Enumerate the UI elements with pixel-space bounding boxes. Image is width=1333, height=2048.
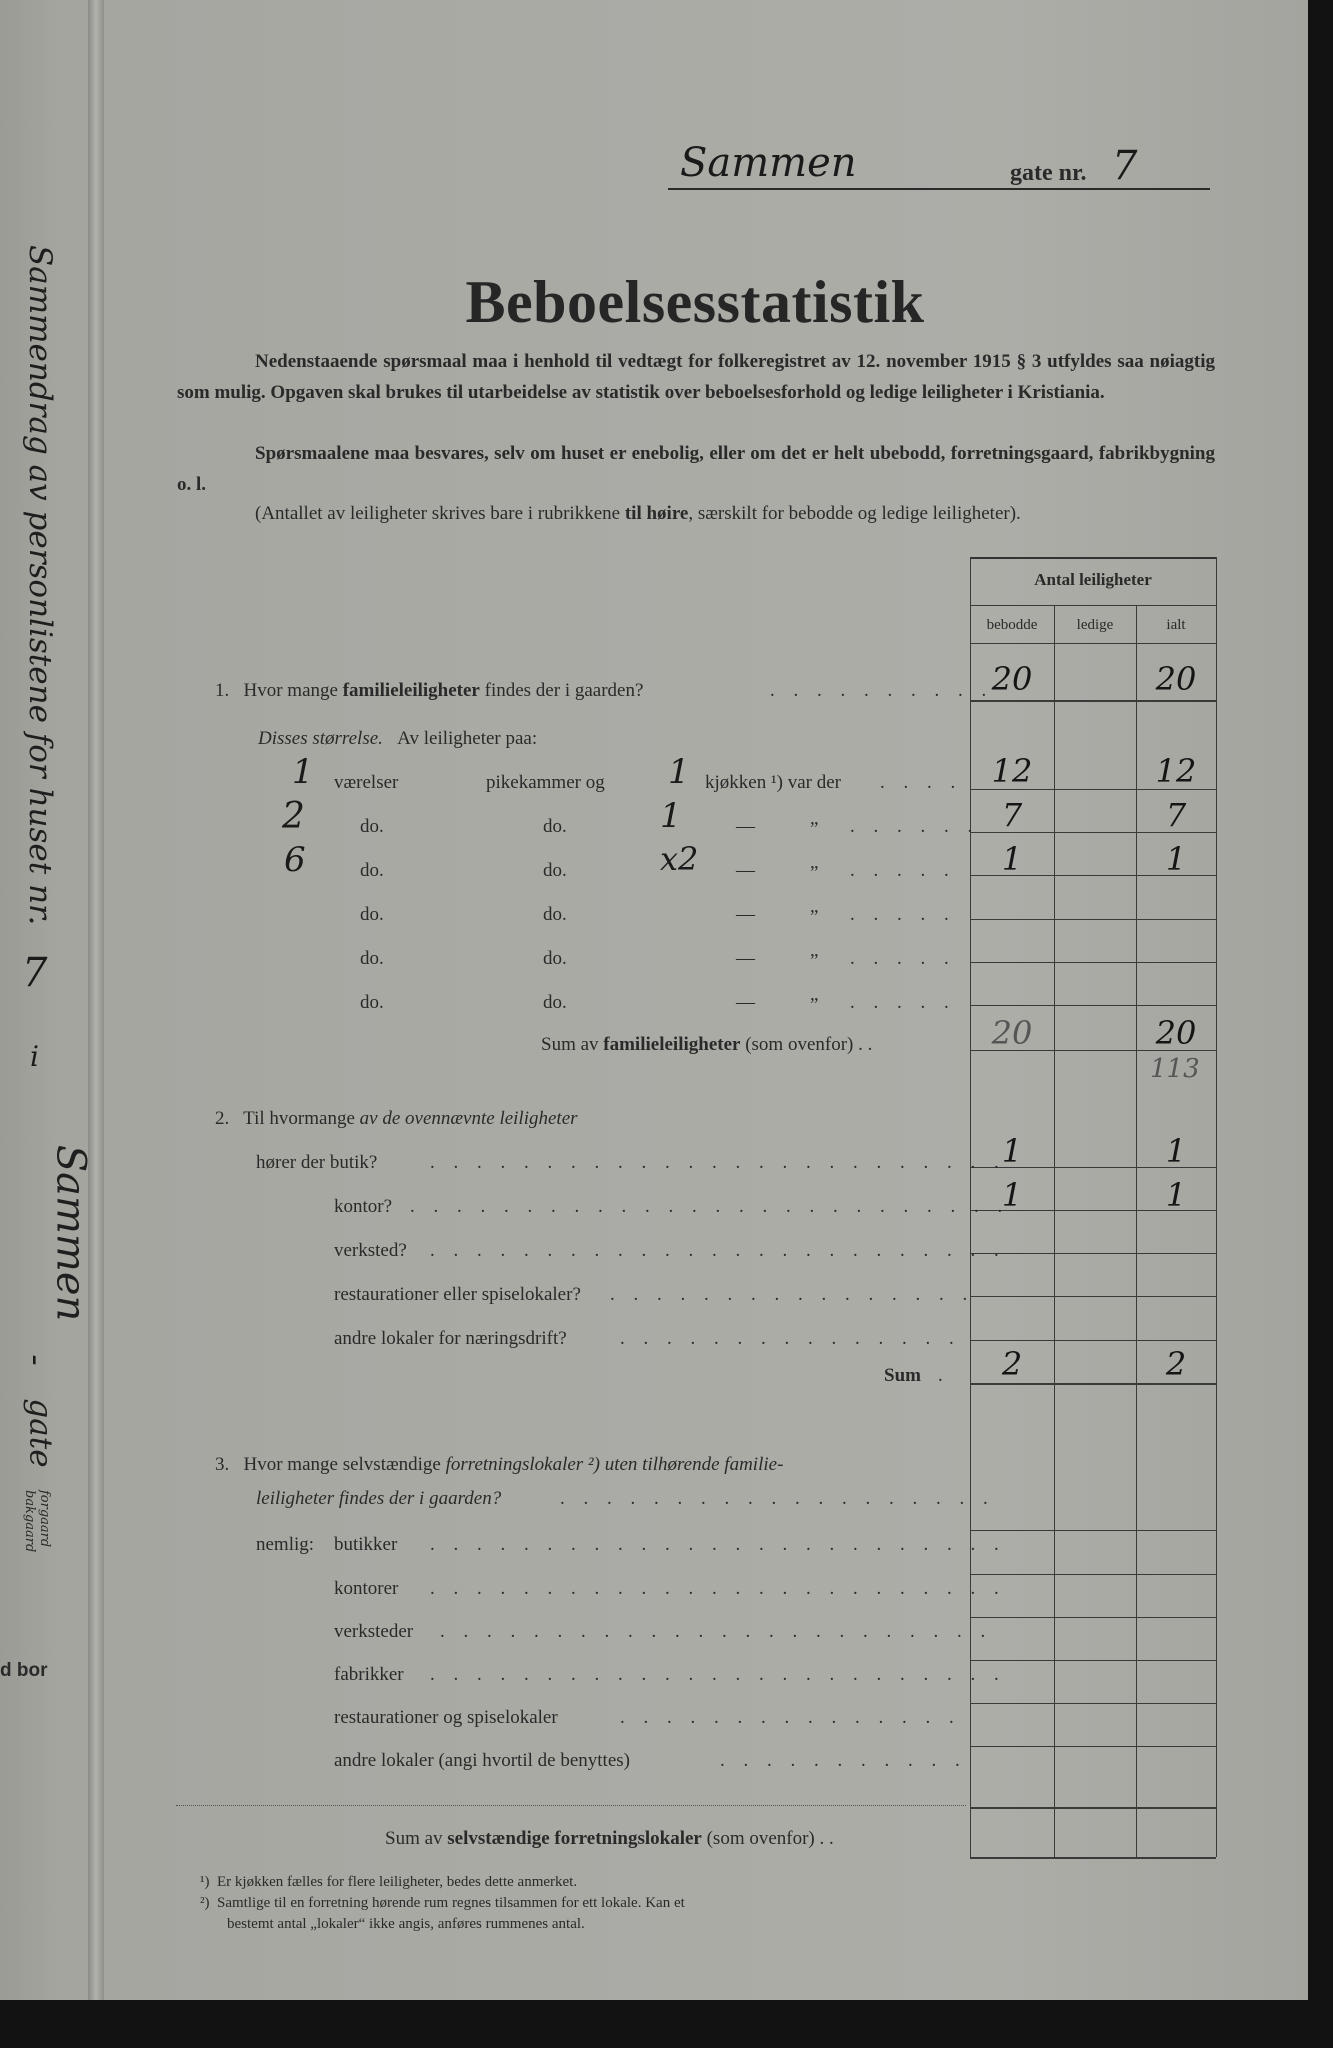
footnote-1: ¹) Er kjøkken fælles for flere leiligheter, bedes dette anmerket. [200, 1874, 578, 1890]
col-vaerelser: værelser [334, 772, 399, 793]
q1-ialt: 20 [1155, 660, 1197, 698]
size-row-3-rooms: 6 [284, 840, 306, 880]
q3-text-2: leiligheter findes der i gaarden? [256, 1488, 502, 1509]
q2-item-1: hører der butik? [256, 1152, 378, 1173]
q2-item-2-bebodde: 1 [1001, 1176, 1023, 1214]
q1-text: 1. Hvor mange familieleiligheter findes der i gaarden? [215, 680, 644, 701]
col-header-ialt: ialt [1166, 617, 1186, 633]
table-top-border [970, 557, 1216, 559]
col-header-ledige: ledige [1076, 617, 1114, 633]
gate-label: gate nr. [1010, 160, 1087, 186]
q1-bebodde: 20 [991, 660, 1033, 698]
size-row-3-ialt: 1 [1165, 840, 1187, 878]
q3-item-6: andre lokaler (angi hvortil de benyttes) [334, 1750, 630, 1771]
table-col-divider-2 [1136, 605, 1137, 1857]
page-title: Beboelsesstatistik [465, 269, 925, 335]
q2-text: 2. Til hvormange av de ovennævnte leiligheter [215, 1108, 578, 1129]
size-row-1-rooms: 1 [292, 752, 314, 792]
size-row-2-kitchen: 1 [660, 796, 682, 836]
q2-sum-label: Sum [884, 1365, 921, 1386]
q3-item-1: butikker [334, 1534, 398, 1555]
size-row-1-ialt: 12 [1155, 752, 1197, 790]
sidebar-text: Sammendrag av personlistene for huset nr. [22, 245, 58, 926]
q3-text: 3. Hvor mange selvstændige forretningslokaler ²) uten tilhørende familie- [215, 1454, 784, 1475]
q3-item-3: verksteder [334, 1621, 414, 1642]
q3-item-2: kontorer [334, 1578, 399, 1599]
gate-number-handwritten: 7 [1112, 143, 1138, 189]
street-name-handwritten: Sammen [680, 140, 857, 186]
size-row-3-kitchen: x2 [660, 840, 699, 878]
q3-sum: Sum av selvstændige forretningslokaler (som ovenfor) . . [385, 1828, 834, 1849]
q3-nemlig: nemlig: [256, 1534, 315, 1555]
size-row-3-bebodde: 1 [1001, 840, 1023, 878]
size-row-2-ialt: 7 [1165, 796, 1187, 834]
footnote-2: ²) Samtlige til en forretning hørende rum regnes tilsammen for ett lokale. Kan et [200, 1895, 685, 1911]
q1-note-ialt: 113 [1150, 1054, 1200, 1084]
intro-paragraph-1: Nedenstaaende spørsmaal maa i henhold til vedtægt for folkeregistret av 12. november 1915 § 3 utfyldes saa nøiagtig som mulig. Opgaven skal brukes til utarbeidelse av statistik over beboelsesforhold og ledige leiligheter i Kristiania. [177, 351, 1215, 403]
sidebar-bor: d bor [0, 1660, 48, 1681]
q2-item-4: restaurationer eller spiselokaler? [334, 1284, 581, 1305]
size-row-2-bebodde: 7 [1001, 796, 1023, 834]
q2-item-5: andre lokaler for næringsdrift? [334, 1328, 567, 1349]
q2-item-2-ialt: 1 [1165, 1176, 1187, 1214]
col-header-bebodde: bebodde [986, 617, 1038, 633]
sidebar-hand-nr: 7 [22, 950, 48, 996]
header-underline [668, 188, 1210, 190]
sidebar-hand-street: Sammen [47, 1144, 94, 1322]
table-right-border [1216, 557, 1217, 1857]
table-title: Antal leiligheter [1034, 570, 1152, 589]
table-subheader-divider [970, 643, 1216, 644]
q2-item-2: kontor? [334, 1196, 393, 1217]
size-row-1-kitchen: 1 [668, 752, 690, 792]
q2-item-1-bebodde: 1 [1001, 1132, 1023, 1170]
q1-sum-ialt: 20 [1155, 1014, 1197, 1052]
intro-paragraph-2: Spørsmaalene maa besvares, selv om huset er enebolig, eller om det er helt ubebodd, forretningsgaard, fabrikbygning o. l. [177, 443, 1215, 495]
size-row-1-bebodde: 12 [991, 752, 1033, 790]
sidebar-small: forgaard bakgaard [22, 1490, 52, 1553]
q2-item-3: verksted? [334, 1240, 407, 1261]
sidebar-sep: i [30, 1040, 39, 1073]
intro-paragraph-3: (Antallet av leiligheter skrives bare i rubrikkene til høire, særskilt for bebodde og ledige leiligheter). [255, 503, 1021, 524]
q2-sum-bebodde: 2 [1001, 1345, 1023, 1383]
col-kjokken: kjøkken ¹) var der [705, 772, 842, 793]
table-header-divider [970, 605, 1216, 606]
q3-item-4: fabrikker [334, 1664, 404, 1685]
q1-sum-bebodde: 20 [991, 1014, 1033, 1052]
q2-sum-ialt: 2 [1165, 1345, 1187, 1383]
size-row-2-rooms: 2 [282, 796, 305, 837]
q1-sum: Sum av familieleiligheter (som ovenfor) . . [541, 1034, 873, 1055]
table-col-divider-1 [1054, 605, 1055, 1857]
col-pikekammer: pikekammer og [486, 772, 605, 793]
footnote-2-cont: bestemt antal „lokaler“ ikke angis, anføres rummenes antal. [227, 1916, 585, 1932]
q2-item-1-ialt: 1 [1165, 1132, 1187, 1170]
sidebar-gate: gate [22, 1398, 59, 1468]
q3-item-5: restaurationer og spiselokaler [334, 1707, 558, 1728]
sidebar-dash: - [15, 1354, 56, 1366]
q1-sizes-label: Disses størrelse. Av leiligheter paa: [258, 728, 538, 749]
